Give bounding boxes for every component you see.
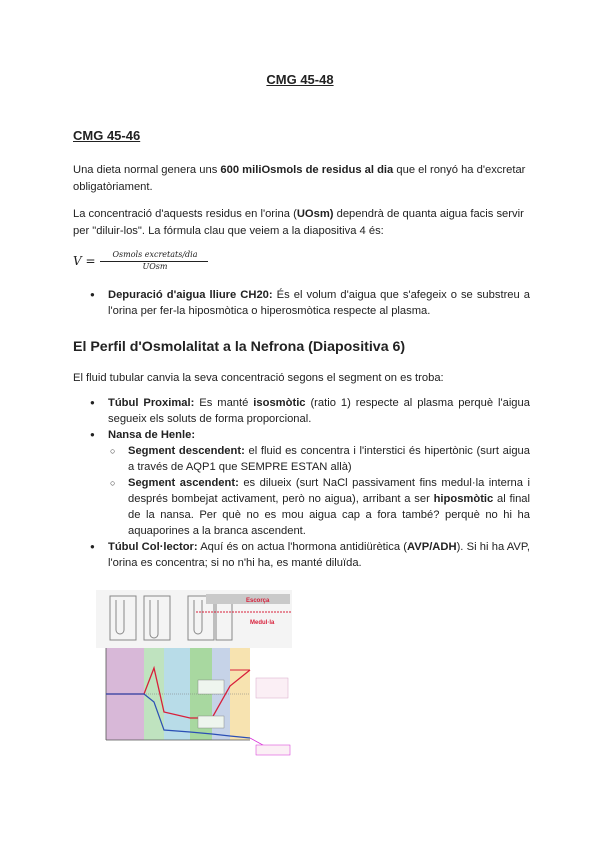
annotation-box (198, 680, 224, 694)
formula-denominator: UOsm (142, 262, 168, 271)
list-item-collector: ● Túbul Col·lector: Aquí és on actua l'hormona antidiürètica (AVP/ADH). Si hi ha AVP, l'orina es concentra; si no n'hi ha, es manté diluïda. (90, 539, 530, 571)
annotation-box (198, 716, 224, 728)
section-heading-perfil: El Perfil d'Osmolalitat a la Nefrona (Diapositiva 6) (73, 339, 406, 355)
paragraph-intro: El fluid tubular canvia la seva concentració segons el segment on es troba: (73, 372, 444, 384)
list-item-descendent: ○ Segment descendent: el fluid es concentra i l'interstici és hipertònic (surt aigua a través de AQP1 que SEMPRE ESTAN allà) (110, 443, 530, 475)
paragraph-concentracio: La concentració d'aquests residus en l'orina (UOsm) dependrà de quanta aigua facis servir per "diluir-los". La fórmula clau que veiem a la diapositiva 4 és: (73, 208, 524, 237)
document-title: CMG 45-48 (266, 72, 334, 87)
annotation-box (256, 745, 290, 755)
list-item: ● Depuració d'aigua lliure CH20: És el volum d'aigua que s'afegeix o se substreu a l'orina per fer-la hiposmòtica o hiperosmòtica respecte al plasma. (90, 287, 530, 319)
list-item-ascendent: ○ Segment ascendent: es dilueix (surt NaCl passivament fins medul·la interna i després bombejat activament, però no aigua), arribant a ser hiposmòtic al final de la nansa. Per què no es mou aigua cap a fora també? perquè no hi ha aquaporines a la branca ascendent. (110, 475, 530, 539)
list-item-henle: ● Nansa de Henle: ○ Segment descendent: el fluid es concentra i l'interstici és hipertònic (surt aigua a través de AQP1 que SEMPRE ESTAN allà) ○ Segment ascendent: es dilueix (surt NaCl passivament fins medul·la interna i després bombejat activament, però no aigua), arribant a ser hiposmòtic al final de la nansa. Per què no es mou aigua cap a fora també? perquè no hi ha aquaporines a la branca ascendent. (90, 427, 530, 539)
bullet-list-nefrona (90, 395, 530, 571)
paragraph-residus: Una dieta normal genera uns 600 miliOsmols de residus al dia que el ronyó ha d'excretar obligatòriament. (73, 164, 526, 193)
annotation-box (256, 678, 288, 698)
label-medulla: Medul·la (250, 620, 275, 626)
list-item-proximal: ● Túbul Proximal: Es manté isosmòtic (ratio 1) respecte al plasma perquè l'aigua segueix els soluts de forma proporcional. (90, 395, 530, 427)
osmolality-figure (96, 590, 292, 760)
formula-lhs: V = (73, 254, 96, 268)
formula-numerator: Osmols excretats/dia (112, 250, 198, 259)
label-cortex: Escorça (246, 598, 270, 604)
volume-formula (73, 251, 213, 273)
sublist-henle (110, 443, 530, 539)
section-heading-cmg-45-46: CMG 45-46 (73, 128, 141, 143)
bullet-list-depuracio (90, 287, 530, 319)
